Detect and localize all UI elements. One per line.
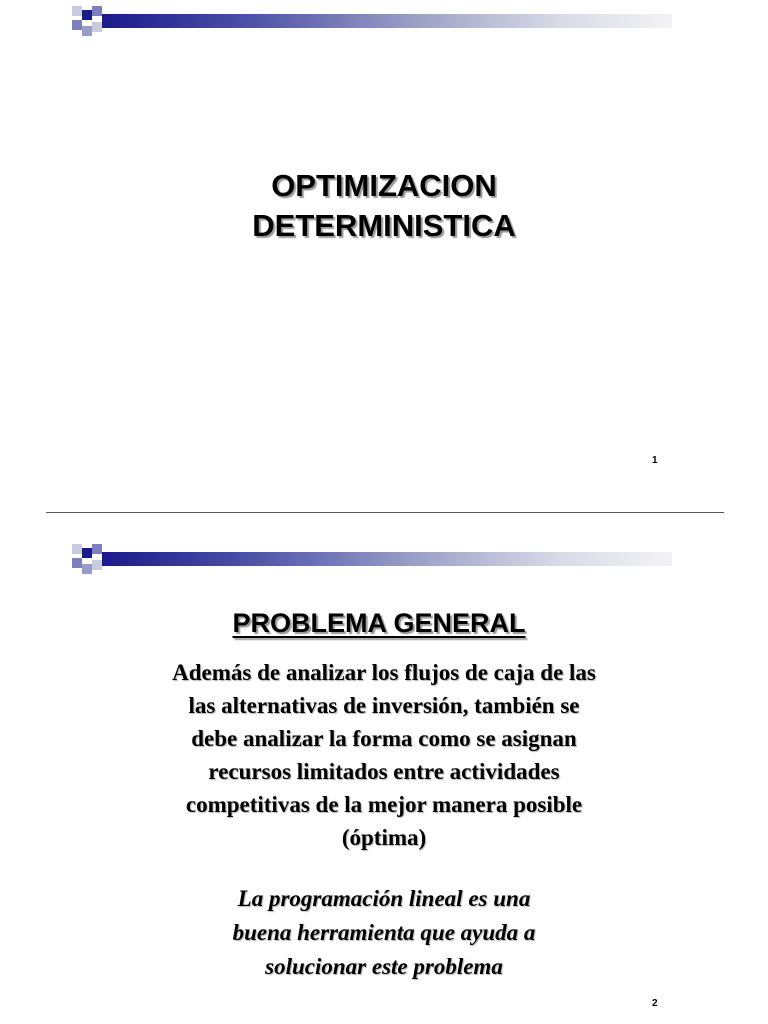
slide-title: [0, 608, 758, 639]
highlight-line: solucionar este problema: [265, 954, 503, 979]
slide-highlight: [134, 882, 634, 984]
header-decoration: [72, 6, 676, 42]
slide-title-line: OPTIMIZACION: [271, 168, 497, 203]
header-square: [92, 6, 102, 16]
header-square: [92, 560, 102, 570]
header-square: [72, 6, 82, 16]
body-line: competitivas de la mejor manera posible: [185, 792, 583, 817]
slide-title: [0, 166, 768, 246]
header-square: [72, 20, 82, 30]
header-square: [92, 22, 102, 32]
slide-title-text: PROBLEMA GENERAL: [232, 608, 526, 638]
slide-body: [84, 656, 684, 854]
slide-2: [0, 514, 768, 1024]
page-number: 2: [652, 998, 658, 1009]
body-line: recursos limitados entre actividades: [208, 759, 560, 784]
header-square: [82, 26, 92, 36]
header-square: [82, 564, 92, 574]
highlight-line: buena herramienta que ayuda a: [232, 920, 536, 945]
header-square: [92, 544, 102, 554]
header-square: [82, 10, 92, 20]
body-line: debe analizar la forma como se asignan: [191, 726, 577, 751]
header-decoration: [72, 544, 676, 580]
body-line: Además de analizar los flujos de caja de las: [172, 660, 596, 685]
page-separator: [46, 512, 724, 513]
page-number: 1: [652, 455, 658, 466]
header-square: [72, 544, 82, 554]
body-line: (óptima): [341, 825, 427, 850]
header-gradient-bar: [102, 14, 672, 28]
highlight-line: La programación lineal es una: [237, 886, 531, 911]
slide-title-line: DETERMINISTICA: [252, 208, 516, 243]
header-square: [72, 558, 82, 568]
header-gradient-bar: [102, 552, 672, 566]
body-line: las alternativas de inversión, también se: [188, 693, 580, 718]
header-square: [82, 548, 92, 558]
